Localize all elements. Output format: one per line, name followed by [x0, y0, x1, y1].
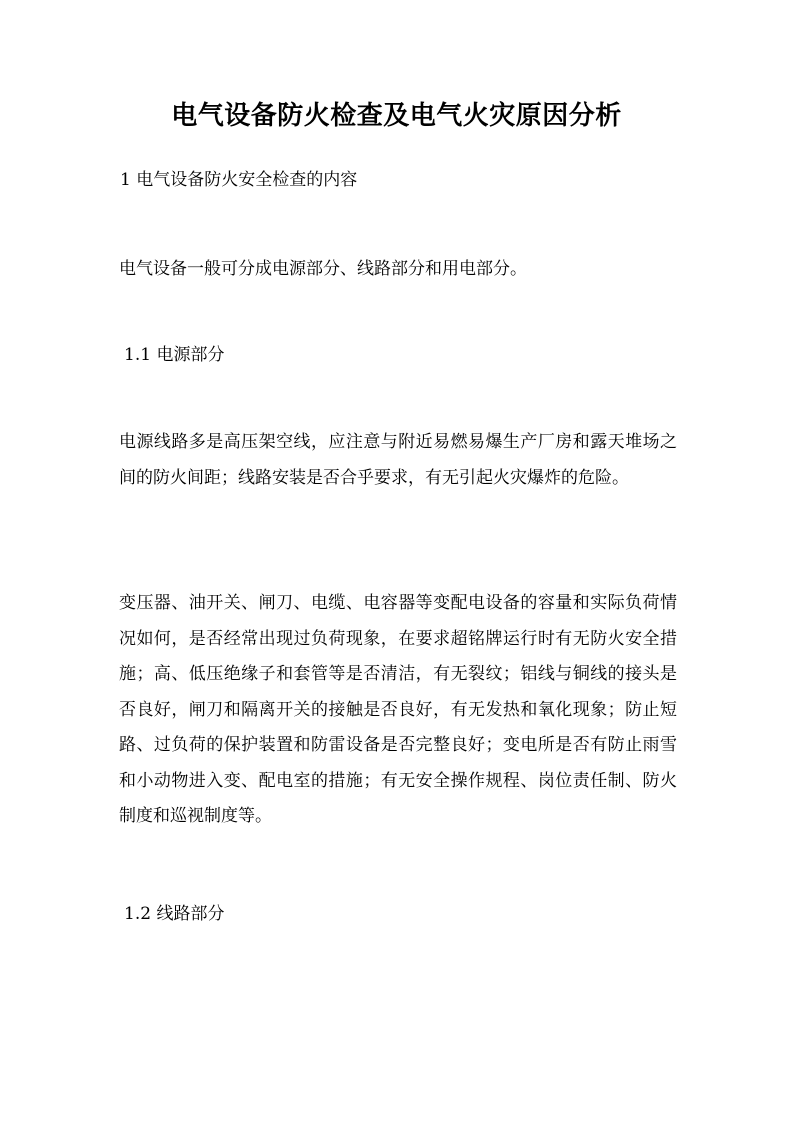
power-lines-paragraph: 电源线路多是高压架空线，应注意与附近易燃易爆生产厂房和露天堆场之间的防火间距；线路安装是否合乎要求，有无引起火灾爆炸的危险。: [119, 432, 677, 488]
section-1-intro-paragraph: 电气设备一般可分成电源部分、线路部分和用电部分。: [119, 259, 527, 279]
section-heading-1-1: 1.1 电源部分: [124, 345, 225, 365]
document-title: 电气设备防火检查及电气火灾原因分析: [171, 101, 622, 131]
section-heading-1: 1 电气设备防火安全检查的内容: [120, 170, 358, 190]
substation-equipment-paragraph: 变压器、油开关、闸刀、电缆、电容器等变配电设备的容量和实际负荷情况如何，是否经常出现过负荷现象，在要求超铭牌运行时有无防火安全措施；高、低压绝缘子和套管等是否清洁，有无裂纹；铝线与铜线的接头是否良好，闸刀和隔离开关的接触是否良好，有无发热和氧化现象；防止短路、过负荷的保护装置和防雷设备是否完整良好；变电所是否有防止雨雪和小动物进入变、配电室的措施；有无安全操作规程、岗位责任制、防火制度和巡视制度等。: [119, 593, 677, 826]
section-heading-1-2: 1.2 线路部分: [124, 904, 225, 924]
